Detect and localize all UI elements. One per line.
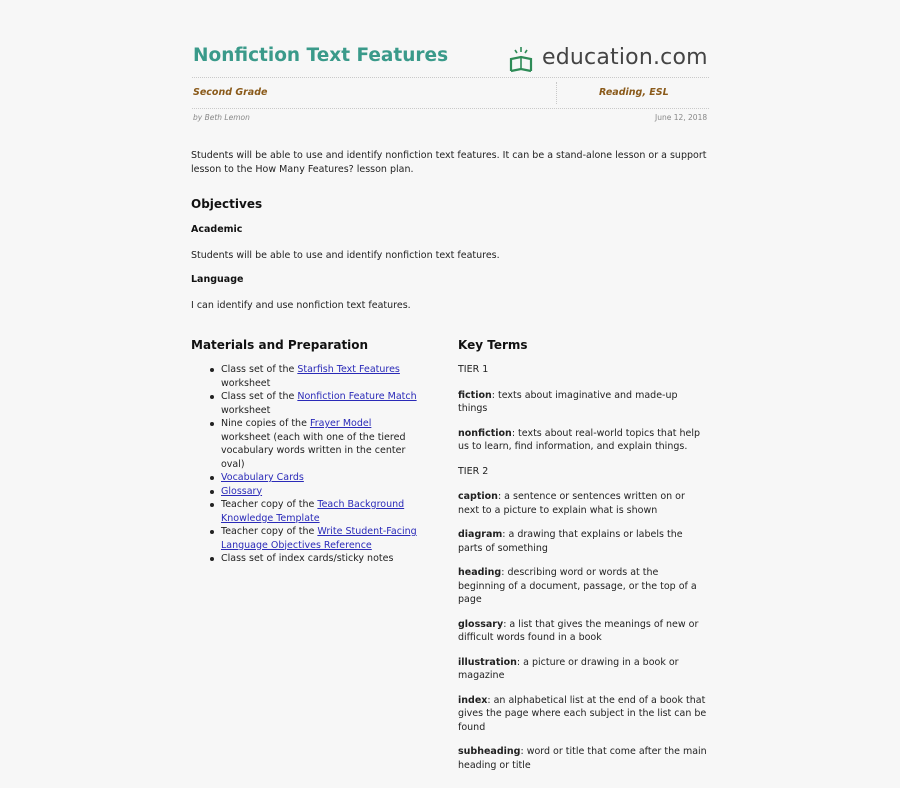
document-title: Nonfiction Text Features bbox=[193, 45, 449, 66]
grade-level: Second Grade bbox=[193, 87, 268, 98]
key-term bbox=[458, 618, 708, 645]
key-term-word: subheading bbox=[458, 746, 521, 757]
header-divider-top bbox=[192, 77, 709, 78]
key-term-word: fiction bbox=[458, 389, 492, 401]
materials-item-text: Nine copies of the bbox=[221, 418, 310, 429]
header-divider-bottom bbox=[192, 108, 709, 109]
materials-item bbox=[208, 390, 423, 417]
key-term-definition: : a drawing that explains or labels the parts of something bbox=[458, 529, 683, 554]
key-term bbox=[458, 694, 708, 735]
key-term bbox=[458, 528, 708, 555]
materials-item-link[interactable]: Starfish Text Features bbox=[297, 364, 400, 375]
header-divider-vertical bbox=[556, 82, 557, 104]
academic-objective: Students will be able to use and identify nonfiction text features. bbox=[191, 250, 500, 261]
materials-item bbox=[208, 552, 423, 566]
key-term-definition: : a picture or drawing in a book or magazine bbox=[458, 656, 679, 681]
logo-wordmark: education.com bbox=[542, 45, 708, 70]
materials-item bbox=[208, 363, 423, 390]
materials-item-text: Class set of index cards/sticky notes bbox=[221, 553, 394, 564]
language-objective: I can identify and use nonfiction text features. bbox=[191, 300, 411, 311]
key-term bbox=[458, 490, 708, 517]
materials-item-text: Teacher copy of the bbox=[221, 499, 318, 510]
materials-item-suffix: worksheet (each with one of the tiered vocabulary words written in the center oval) bbox=[221, 431, 406, 470]
publish-date: June 12, 2018 bbox=[655, 113, 708, 122]
book-lamp-icon bbox=[507, 43, 541, 75]
key-term bbox=[458, 566, 708, 607]
key-term bbox=[458, 745, 708, 772]
key-term-word: illustration bbox=[458, 656, 517, 668]
tier-2-label: TIER 2 bbox=[458, 465, 489, 477]
materials-item-link[interactable]: Write Student-Facing Language Objectives Reference bbox=[221, 526, 417, 551]
materials-item bbox=[208, 417, 423, 471]
academic-subheading: Academic bbox=[191, 224, 243, 235]
key-term-definition: : an alphabetical list at the end of a book that gives the page where each subject in the list can be found bbox=[458, 694, 707, 733]
materials-item-link[interactable]: Frayer Model bbox=[309, 418, 372, 429]
intro-paragraph: Students will be able to use and identify nonfiction text features. It can be a stand-alone lesson or a support lesson to the How Many Features? lesson plan. bbox=[191, 150, 707, 175]
materials-item bbox=[208, 498, 423, 525]
materials-heading: Materials and Preparation bbox=[191, 338, 369, 352]
key-term-word: caption bbox=[458, 491, 498, 502]
key-term-definition: : texts about real-world topics that help us to learn, find information, and explain things. bbox=[458, 427, 701, 452]
materials-item-link[interactable]: Vocabulary Cards bbox=[221, 472, 304, 483]
subject-tags: Reading, ESL bbox=[599, 87, 669, 98]
author-byline: by Beth Lemon bbox=[193, 113, 250, 122]
objectives-heading: Objectives bbox=[191, 197, 263, 211]
key-term bbox=[458, 389, 708, 416]
key-terms-list bbox=[458, 363, 708, 783]
materials-item-text: Class set of the bbox=[221, 391, 298, 402]
materials-item-link[interactable]: Nonfiction Feature Match bbox=[297, 391, 417, 402]
materials-item bbox=[208, 471, 423, 485]
key-term-word: heading bbox=[458, 567, 502, 578]
key-term-word: index bbox=[458, 694, 488, 706]
materials-item-text: Class set of the bbox=[221, 364, 298, 375]
materials-item-suffix: worksheet bbox=[221, 377, 271, 389]
materials-item-link[interactable]: Teach Background Knowledge Template bbox=[221, 499, 405, 524]
key-term-definition: : a sentence or sentences written on or next to a picture to explain what is shown bbox=[458, 491, 685, 516]
tier-1-label: TIER 1 bbox=[458, 364, 489, 375]
key-term-definition: : a list that gives the meanings of new or difficult words found in a book bbox=[458, 618, 699, 643]
key-term-definition: : texts about imaginative and made-up things bbox=[458, 389, 678, 414]
materials-item-suffix: worksheet bbox=[221, 404, 271, 416]
key-term-word: nonfiction bbox=[458, 427, 512, 439]
education-com-logo bbox=[507, 43, 712, 75]
materials-item bbox=[208, 525, 423, 552]
key-terms-heading: Key Terms bbox=[458, 338, 528, 352]
key-term-word: glossary bbox=[458, 618, 504, 630]
key-term-definition: : word or title that come after the main heading or title bbox=[458, 746, 707, 771]
key-term-definition: : describing word or words at the beginning of a document, passage, or the top of a page bbox=[458, 567, 697, 605]
materials-item bbox=[208, 485, 423, 499]
key-term-word: diagram bbox=[458, 529, 503, 540]
key-term bbox=[458, 427, 708, 454]
language-subheading: Language bbox=[191, 274, 244, 285]
materials-item-text: Teacher copy of the bbox=[221, 526, 318, 537]
materials-list bbox=[208, 363, 423, 566]
materials-item-link[interactable]: Glossary bbox=[221, 485, 263, 497]
key-term bbox=[458, 656, 708, 683]
